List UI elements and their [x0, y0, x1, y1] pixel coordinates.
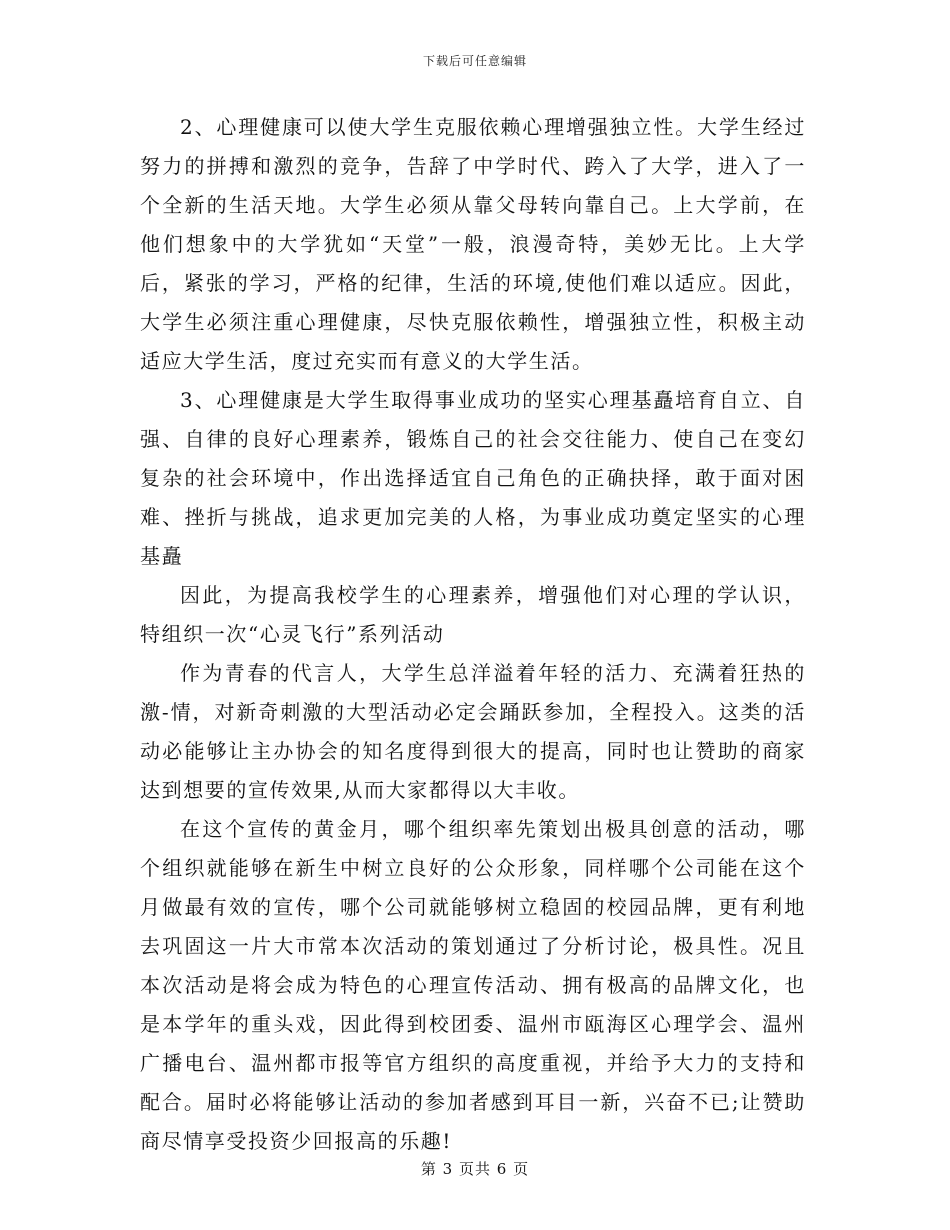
- paragraph-point-3: 3、心理健康是大学生取得事业成功的坚实心理基矗培育自立、自强、自律的良好心理素养，锻炼自己的社会交往能力、使自己在变幻复杂的社会环境中，作出选择适宜自己角色的正确抉择，敢于面对困难、挫折与挑战，追求更加完美的人格，为事业成功奠定坚实的心理基矗: [140, 388, 806, 568]
- paragraph-activity-intro: 因此，为提高我校学生的心理素养，增强他们对心理的学认识，特组织一次“心灵飞行”系列活动: [140, 583, 806, 646]
- page-header: 下载后可任意编辑: [422, 54, 527, 68]
- paragraph-golden-month: 在这个宣传的黄金月，哪个组织率先策划出极具创意的活动，哪个组织就能够在新生中树立良好的公众形象，同样哪个公司能在这个月做最有效的宣传，哪个公司就能够树立稳固的校园品牌，更有利地去巩固这一片大市常本次活动的策划通过了分析讨论，极具性。况且本次活动是将会成为特色的心理宣传活动、拥有极高的品牌文化，也是本学年的重头戏，因此得到校团委、温州市瓯海区心理学会、温州广播电台、温州都市报等官方组织的高度重视，并给予大力的支持和配合。届时必将能够让活动的参加者感到耳目一新，兴奋不已;让赞助商尽情享受投资少回报高的乐趣!: [140, 817, 806, 1153]
- paragraph-youth-spokesperson: 作为青春的代言人，大学生总洋溢着年轻的活力、充满着狂热的激-情，对新奇刺激的大型活动必定会踊跃参加，全程投入。这类的活动必能够让主办协会的知名度得到很大的提高，同时也让赞助的商家达到想要的宣传效果,从而大家都得以大丰收。: [140, 661, 806, 802]
- page-number: 第 3 页共 6 页: [420, 1160, 530, 1178]
- paragraph-point-2: 2、心理健康可以使大学生克服依赖心理增强独立性。大学生经过努力的拼搏和激烈的竞争，告辞了中学时代、跨入了大学，进入了一个全新的生活天地。大学生必须从靠父母转向靠自己。上大学前，在他们想象中的大学犹如“天堂”一般，浪漫奇特，美妙无比。上大学后，紧张的学习，严格的纪律，生活的环境,使他们难以适应。因此，大学生必须注重心理健康，尽快克服依赖性，增强独立性，积极主动适应大学生活，度过充实而有意义的大学生活。: [140, 115, 806, 373]
- document-body: [140, 108, 806, 1161]
